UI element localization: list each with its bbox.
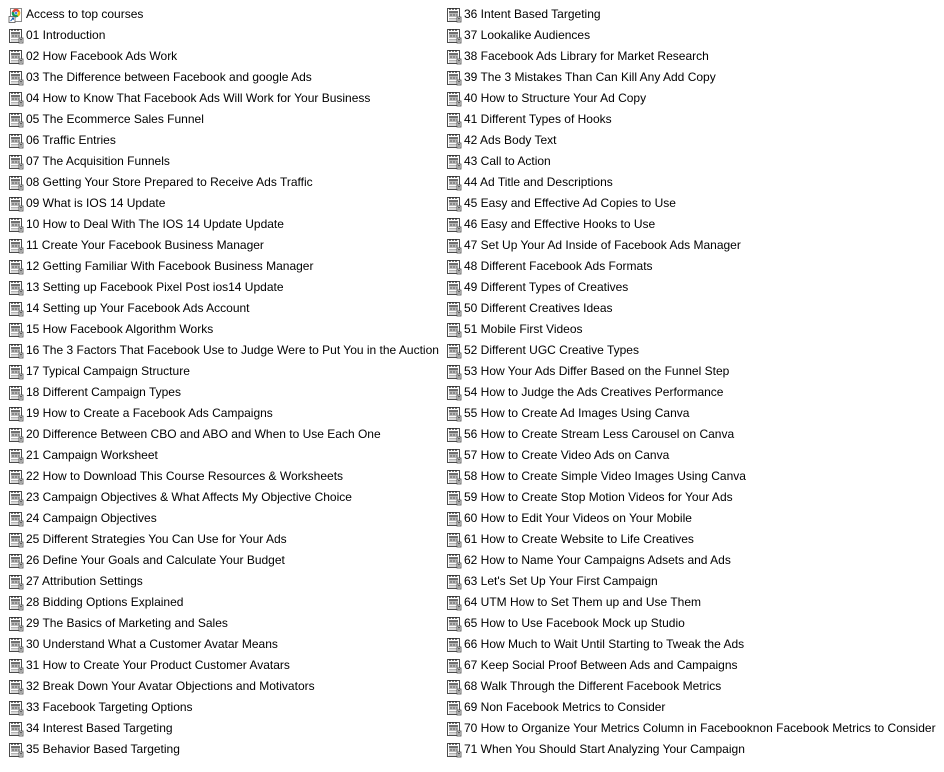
media-file-icon [446, 364, 462, 380]
file-name: 46 Easy and Effective Hooks to Use [464, 217, 656, 231]
media-file-icon [446, 196, 462, 212]
media-file-icon [8, 721, 24, 737]
file-name: 63 Let's Set Up Your First Campaign [464, 574, 658, 588]
file-name: 49 Different Types of Creatives [464, 280, 629, 294]
file-name: 69 Non Facebook Metrics to Consider [464, 700, 666, 714]
file-item[interactable] [8, 424, 438, 445]
media-file-icon [8, 385, 24, 401]
file-column-left [8, 4, 438, 760]
file-item[interactable] [8, 4, 438, 25]
file-item[interactable] [446, 109, 942, 130]
media-file-icon [8, 70, 24, 86]
file-name: 18 Different Campaign Types [26, 385, 181, 399]
file-item[interactable] [446, 466, 942, 487]
media-file-icon [446, 553, 462, 569]
file-item[interactable] [8, 403, 438, 424]
file-item[interactable] [8, 88, 438, 109]
file-name: 04 How to Know That Facebook Ads Will Work for Your Business [26, 91, 371, 105]
file-name: 20 Difference Between CBO and ABO and When to Use Each One [26, 427, 381, 441]
file-name: 17 Typical Campaign Structure [26, 364, 190, 378]
media-file-icon [8, 91, 24, 107]
media-file-icon [446, 700, 462, 716]
file-name: 15 How Facebook Algorithm Works [26, 322, 214, 336]
file-name: 27 Attribution Settings [26, 574, 143, 588]
file-name: 53 How Your Ads Differ Based on the Funnel Step [464, 364, 730, 378]
media-file-icon [446, 385, 462, 401]
file-name: 71 When You Should Start Analyzing Your Campaign [464, 742, 745, 756]
file-item[interactable] [8, 697, 438, 718]
file-item[interactable] [446, 634, 942, 655]
file-name: 43 Call to Action [464, 154, 551, 168]
file-name: 66 How Much to Wait Until Starting to Tweak the Ads [464, 637, 745, 651]
file-name: 48 Different Facebook Ads Formats [464, 259, 653, 273]
file-item[interactable] [8, 298, 438, 319]
media-file-icon [446, 154, 462, 170]
file-item[interactable] [8, 529, 438, 550]
media-file-icon [8, 217, 24, 233]
media-file-icon [446, 427, 462, 443]
media-file-icon [8, 595, 24, 611]
media-file-icon [446, 49, 462, 65]
file-item[interactable] [446, 592, 942, 613]
media-file-icon [446, 595, 462, 611]
file-item[interactable] [8, 109, 438, 130]
file-name: Access to top courses [26, 7, 144, 21]
media-file-icon [8, 28, 24, 44]
media-file-icon [446, 280, 462, 296]
file-item[interactable] [8, 361, 438, 382]
file-name: 02 How Facebook Ads Work [26, 49, 178, 63]
file-item[interactable] [8, 634, 438, 655]
file-item[interactable] [8, 25, 438, 46]
media-file-icon [446, 133, 462, 149]
file-name: 52 Different UGC Creative Types [464, 343, 639, 357]
media-file-icon [8, 406, 24, 422]
file-name: 61 How to Create Website to Life Creatives [464, 532, 694, 546]
file-name: 54 How to Judge the Ads Creatives Performance [464, 385, 724, 399]
file-name: 70 How to Organize Your Metrics Column in Facebooknon Facebook Metrics to Consider [464, 721, 936, 735]
media-file-icon [446, 301, 462, 317]
media-file-icon [8, 280, 24, 296]
file-item[interactable] [446, 676, 942, 697]
media-file-icon [446, 679, 462, 695]
file-item[interactable] [8, 676, 438, 697]
file-item[interactable] [446, 508, 942, 529]
file-item[interactable] [8, 193, 438, 214]
file-name: 67 Keep Social Proof Between Ads and Campaigns [464, 658, 738, 672]
media-file-icon [446, 70, 462, 86]
file-item[interactable] [446, 46, 942, 67]
file-name: 08 Getting Your Store Prepared to Receive Ads Traffic [26, 175, 313, 189]
media-file-icon [446, 406, 462, 422]
file-column-right [446, 4, 942, 760]
file-name: 51 Mobile First Videos [464, 322, 583, 336]
file-name: 09 What is IOS 14 Update [26, 196, 166, 210]
file-item[interactable] [446, 445, 942, 466]
file-item[interactable] [446, 151, 942, 172]
media-file-icon [8, 700, 24, 716]
media-file-icon [8, 301, 24, 317]
file-item[interactable] [446, 487, 942, 508]
file-item[interactable] [8, 67, 438, 88]
file-item[interactable] [446, 718, 942, 739]
media-file-icon [446, 532, 462, 548]
file-name: 25 Different Strategies You Can Use for Your Ads [26, 532, 287, 546]
media-file-icon [446, 490, 462, 506]
file-item[interactable] [446, 130, 942, 151]
file-name: 13 Setting up Facebook Pixel Post ios14 Update [26, 280, 284, 294]
file-name: 30 Understand What a Customer Avatar Means [26, 637, 278, 651]
file-item[interactable] [446, 550, 942, 571]
file-item[interactable] [446, 655, 942, 676]
file-item[interactable] [446, 403, 942, 424]
file-name: 65 How to Use Facebook Mock up Studio [464, 616, 685, 630]
file-name: 11 Create Your Facebook Business Manager [26, 238, 264, 252]
media-file-icon [8, 616, 24, 632]
file-name: 31 How to Create Your Product Customer Avatars [26, 658, 290, 672]
media-file-icon [446, 217, 462, 233]
file-name: 44 Ad Title and Descriptions [464, 175, 613, 189]
media-file-icon [8, 679, 24, 695]
file-item[interactable] [8, 46, 438, 67]
file-item[interactable] [446, 88, 942, 109]
file-name: 35 Behavior Based Targeting [26, 742, 180, 756]
file-item[interactable] [8, 319, 438, 340]
media-file-icon [446, 448, 462, 464]
file-item[interactable] [446, 193, 942, 214]
media-file-icon [446, 469, 462, 485]
file-item[interactable] [8, 130, 438, 151]
file-name: 59 How to Create Stop Motion Videos for Your Ads [464, 490, 733, 504]
file-name: 41 Different Types of Hooks [464, 112, 612, 126]
file-item[interactable] [446, 571, 942, 592]
media-file-icon [8, 49, 24, 65]
media-file-icon [8, 658, 24, 674]
media-file-icon [8, 637, 24, 653]
media-file-icon [8, 196, 24, 212]
file-item[interactable] [8, 466, 438, 487]
file-name: 03 The Difference between Facebook and google Ads [26, 70, 312, 84]
file-item[interactable] [8, 277, 438, 298]
file-item[interactable] [446, 529, 942, 550]
file-item[interactable] [8, 172, 438, 193]
media-file-icon [8, 364, 24, 380]
media-file-icon [8, 112, 24, 128]
file-name: 01 Introduction [26, 28, 106, 42]
file-name: 47 Set Up Your Ad Inside of Facebook Ads Manager [464, 238, 741, 252]
media-file-icon [446, 343, 462, 359]
file-name: 38 Facebook Ads Library for Market Research [464, 49, 709, 63]
media-file-icon [8, 238, 24, 254]
media-file-icon [446, 7, 462, 23]
media-file-icon [8, 259, 24, 275]
media-file-icon [8, 343, 24, 359]
file-name: 12 Getting Familiar With Facebook Business Manager [26, 259, 314, 273]
file-name: 29 The Basics of Marketing and Sales [26, 616, 228, 630]
file-name: 21 Campaign Worksheet [26, 448, 158, 462]
file-name: 05 The Ecommerce Sales Funnel [26, 112, 204, 126]
file-item[interactable] [446, 424, 942, 445]
media-file-icon [446, 574, 462, 590]
file-name: 06 Traffic Entries [26, 133, 116, 147]
file-name: 32 Break Down Your Avatar Objections and Motivators [26, 679, 315, 693]
file-item[interactable] [446, 739, 942, 760]
media-file-icon [8, 448, 24, 464]
file-name: 22 How to Download This Course Resources & Worksheets [26, 469, 344, 483]
file-item[interactable] [446, 172, 942, 193]
file-name: 56 How to Create Stream Less Carousel on Canva [464, 427, 735, 441]
file-name: 10 How to Deal With The IOS 14 Update Update [26, 217, 284, 231]
media-file-icon [8, 154, 24, 170]
file-item[interactable] [446, 67, 942, 88]
file-name: 34 Interest Based Targeting [26, 721, 173, 735]
file-item[interactable] [446, 697, 942, 718]
media-file-icon [8, 742, 24, 758]
file-name: 62 How to Name Your Campaigns Adsets and Ads [464, 553, 731, 567]
media-file-icon [8, 532, 24, 548]
media-file-icon [446, 322, 462, 338]
file-item[interactable] [446, 319, 942, 340]
file-item[interactable] [8, 592, 438, 613]
media-file-icon [8, 511, 24, 527]
file-item[interactable] [8, 718, 438, 739]
file-item[interactable] [8, 235, 438, 256]
media-file-icon [446, 238, 462, 254]
file-name: 58 How to Create Simple Video Images Using Canva [464, 469, 746, 483]
media-file-icon [8, 469, 24, 485]
file-item[interactable] [446, 298, 942, 319]
file-name: 26 Define Your Goals and Calculate Your Budget [26, 553, 285, 567]
file-name: 39 The 3 Mistakes Than Can Kill Any Add Copy [464, 70, 716, 84]
file-name: 37 Lookalike Audiences [464, 28, 591, 42]
file-item[interactable] [8, 571, 438, 592]
media-file-icon [8, 427, 24, 443]
media-file-icon [8, 490, 24, 506]
file-name: 45 Easy and Effective Ad Copies to Use [464, 196, 676, 210]
media-file-icon [446, 616, 462, 632]
file-name: 16 The 3 Factors That Facebook Use to Judge Were to Put You in the Auction [26, 343, 439, 357]
media-file-icon [446, 91, 462, 107]
media-file-icon [446, 28, 462, 44]
file-name: 19 How to Create a Facebook Ads Campaigns [26, 406, 273, 420]
file-name: 14 Setting up Your Facebook Ads Account [26, 301, 250, 315]
media-file-icon [446, 112, 462, 128]
media-file-icon [446, 658, 462, 674]
file-item[interactable] [446, 361, 942, 382]
file-name: 55 How to Create Ad Images Using Canva [464, 406, 690, 420]
media-file-icon [446, 637, 462, 653]
file-item[interactable] [8, 340, 438, 361]
media-file-icon [8, 175, 24, 191]
media-file-icon [446, 742, 462, 758]
file-name: 24 Campaign Objectives [26, 511, 157, 525]
file-name: 57 How to Create Video Ads on Canva [464, 448, 670, 462]
file-item[interactable] [8, 655, 438, 676]
file-name: 40 How to Structure Your Ad Copy [464, 91, 647, 105]
file-item[interactable] [446, 340, 942, 361]
file-name: 42 Ads Body Text [464, 133, 557, 147]
file-name: 28 Bidding Options Explained [26, 595, 184, 609]
media-file-icon [446, 511, 462, 527]
file-name: 68 Walk Through the Different Facebook Metrics [464, 679, 722, 693]
file-item[interactable] [446, 382, 942, 403]
file-item[interactable] [8, 256, 438, 277]
media-file-icon [8, 553, 24, 569]
file-item[interactable] [446, 214, 942, 235]
file-name: 50 Different Creatives Ideas [464, 301, 613, 315]
file-item[interactable] [8, 739, 438, 760]
file-item[interactable] [8, 382, 438, 403]
file-item[interactable] [8, 550, 438, 571]
file-name: 07 The Acquisition Funnels [26, 154, 170, 168]
file-item[interactable] [446, 256, 942, 277]
file-item[interactable] [446, 4, 942, 25]
media-file-icon [446, 259, 462, 275]
media-file-icon [8, 574, 24, 590]
file-item[interactable] [8, 445, 438, 466]
media-file-icon [8, 133, 24, 149]
file-name: 33 Facebook Targeting Options [26, 700, 193, 714]
file-name: 36 Intent Based Targeting [464, 7, 601, 21]
file-name: 60 How to Edit Your Videos on Your Mobile [464, 511, 692, 525]
media-file-icon [8, 322, 24, 338]
file-item[interactable] [8, 151, 438, 172]
file-item[interactable] [8, 487, 438, 508]
file-item[interactable] [8, 613, 438, 634]
file-item[interactable] [446, 235, 942, 256]
media-file-icon [446, 721, 462, 737]
file-name: 23 Campaign Objectives & What Affects My Objective Choice [26, 490, 352, 504]
media-file-icon [446, 175, 462, 191]
file-item[interactable] [446, 25, 942, 46]
file-item[interactable] [8, 214, 438, 235]
url-shortcut-icon [8, 7, 24, 23]
file-item[interactable] [8, 508, 438, 529]
file-name: 64 UTM How to Set Them up and Use Them [464, 595, 701, 609]
file-item[interactable] [446, 613, 942, 634]
file-item[interactable] [446, 277, 942, 298]
